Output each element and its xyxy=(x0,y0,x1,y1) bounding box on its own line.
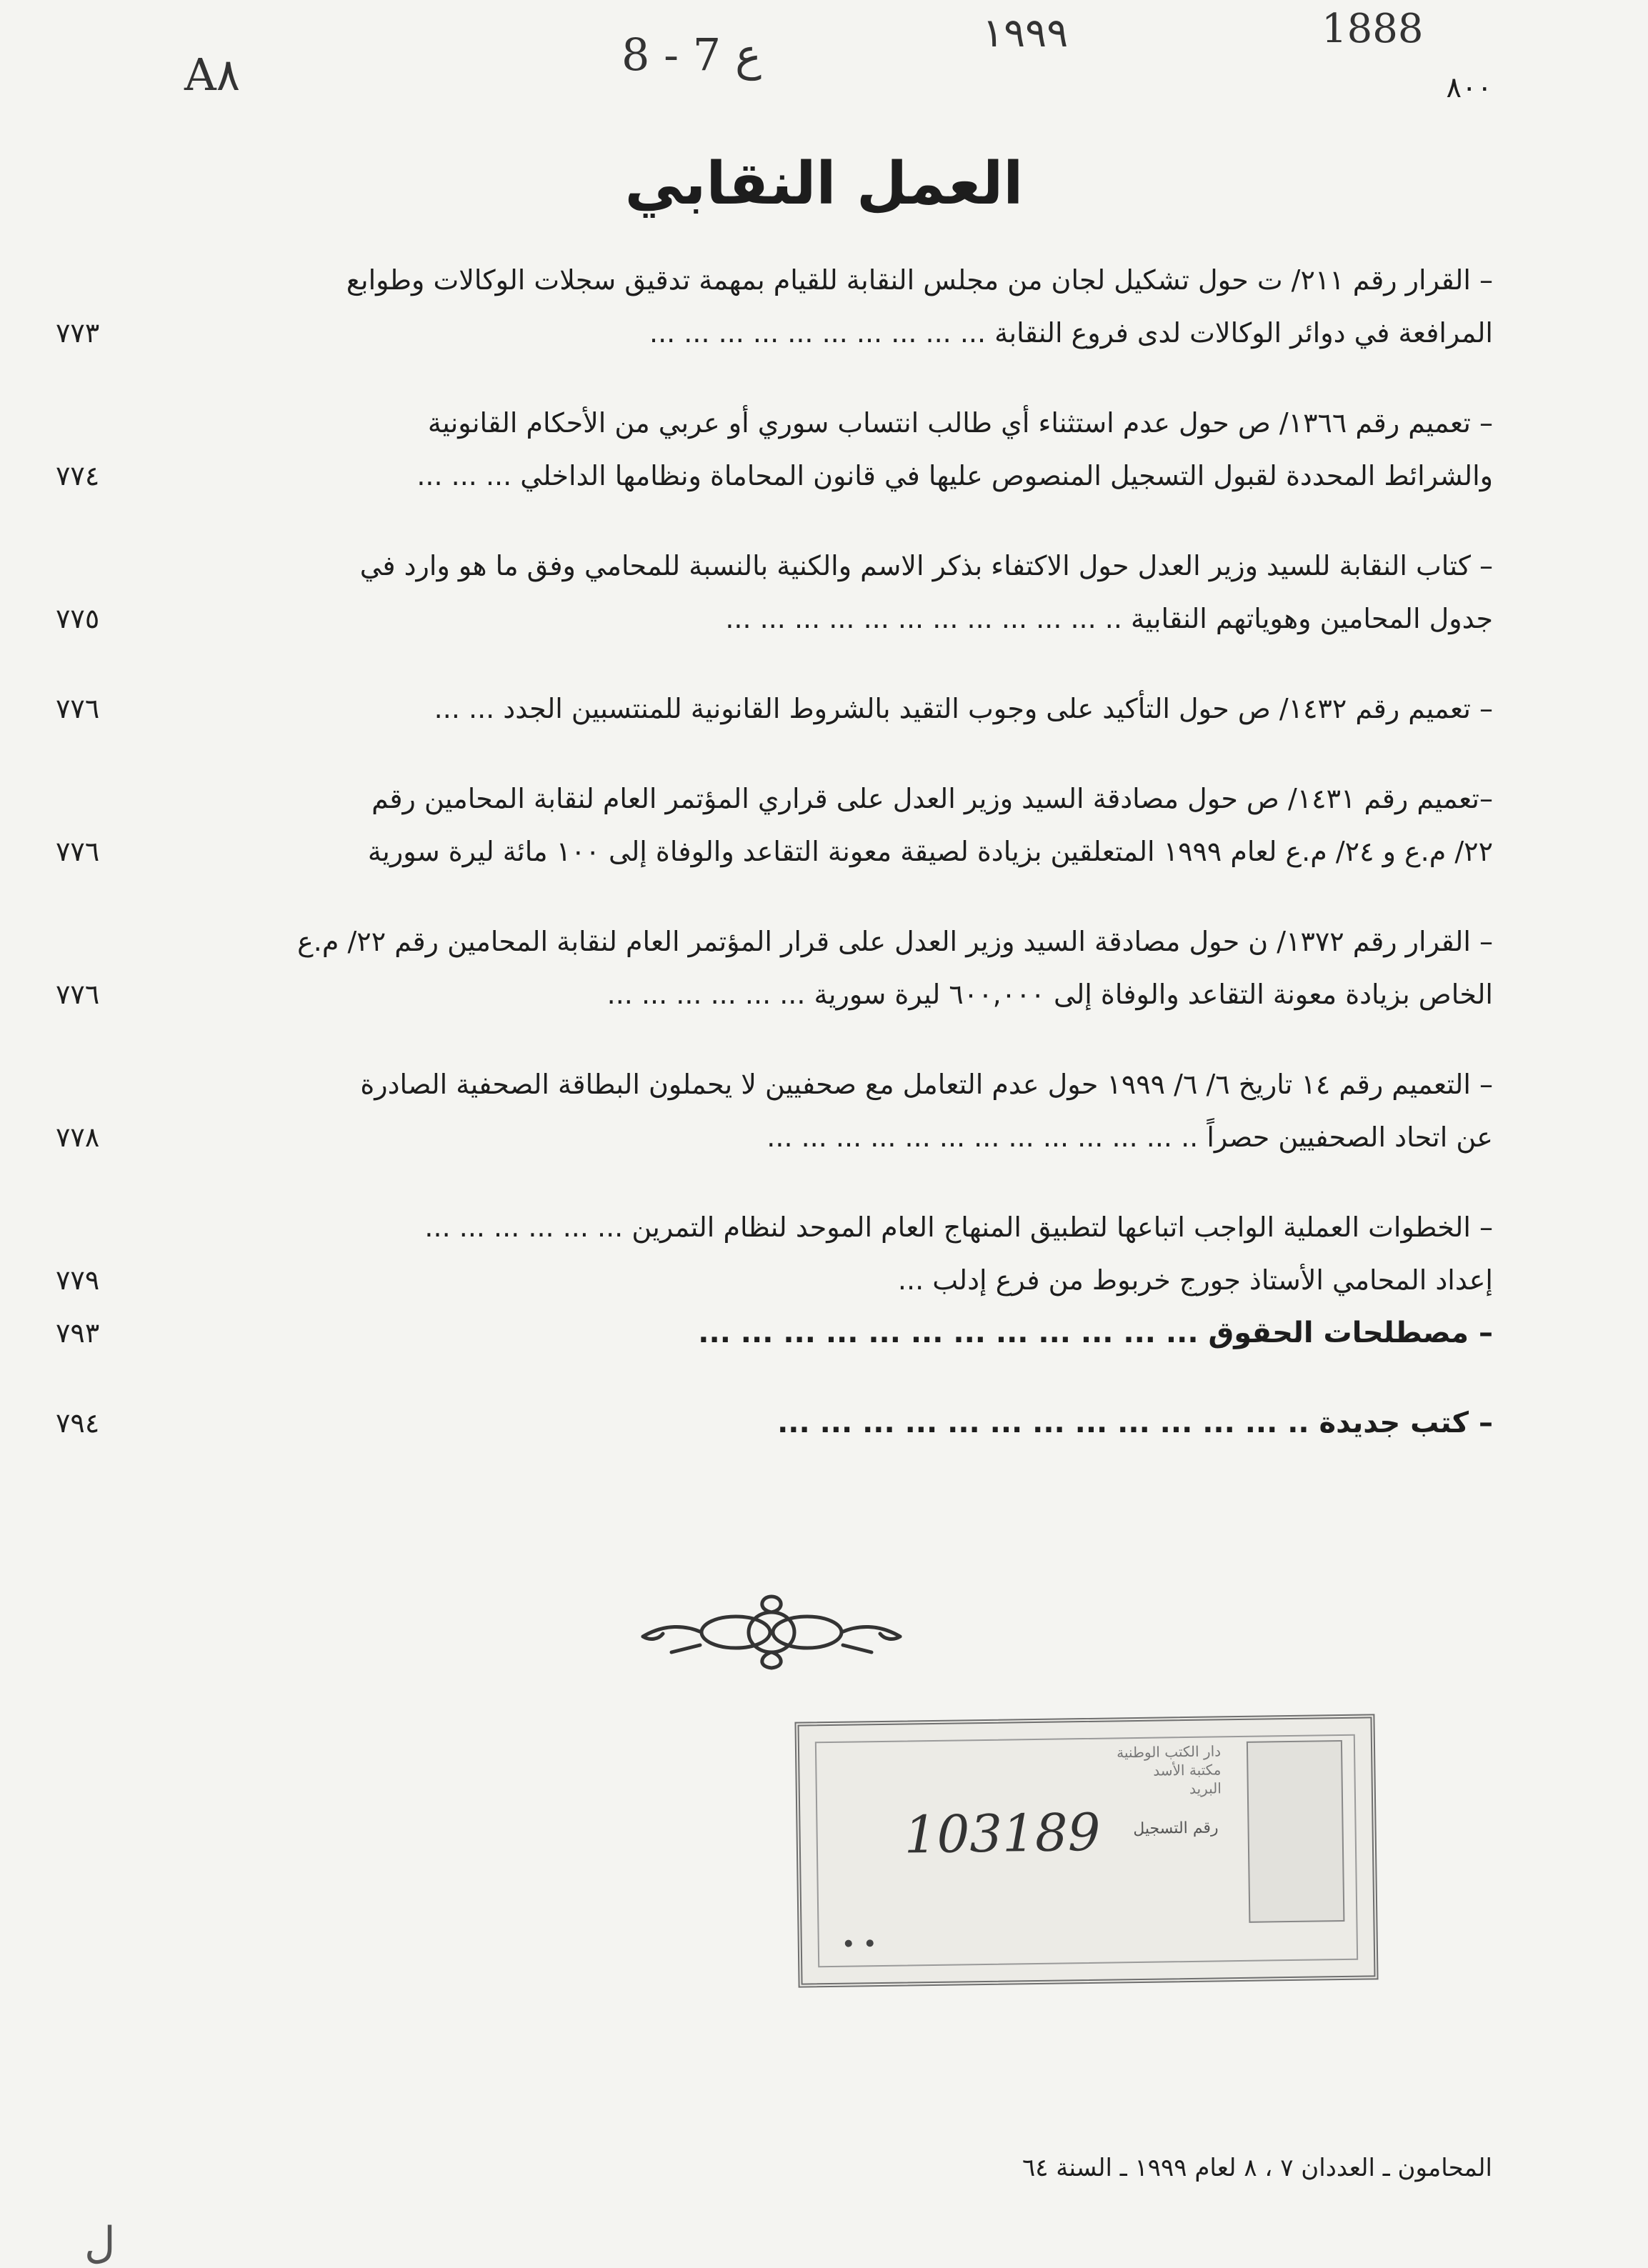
toc-entry-text xyxy=(43,772,1493,878)
table-of-contents xyxy=(43,254,1493,1487)
handwritten-note-ak: A٨ xyxy=(184,49,241,101)
stamp-box xyxy=(1247,1740,1345,1923)
toc-page-number: ٧٧٣ xyxy=(56,317,100,349)
toc-entry xyxy=(43,915,1493,1021)
toc-entry xyxy=(43,539,1493,645)
toc-entry-text xyxy=(43,396,1493,502)
toc-entry-text xyxy=(43,1307,1493,1359)
toc-page-number: ٧٧٥ xyxy=(56,603,100,634)
stamp-text-line: البريد xyxy=(1189,1779,1222,1797)
toc-entry-line: – تعميم رقم ١٤٣٢/ ص حول التأكيد على وجوب التقيد بالشروط القانونية للمنتسبين الجدد ... ... xyxy=(434,693,1493,724)
stamp-text xyxy=(892,1742,1222,1802)
toc-entry-text xyxy=(43,539,1493,645)
stamp-dot xyxy=(845,1940,852,1947)
toc-entry-line: المرافعة في دوائر الوكالات لدى فروع النقابة ... ... ... ... ... ... ... ... ... ... xyxy=(649,317,1493,349)
toc-page-number: ٧٩٤ xyxy=(56,1407,100,1439)
toc-entry-line: عن اتحاد الصحفيين حصراً .. ... ... ... ... ... ... ... ... ... ... ... ... xyxy=(766,1121,1493,1153)
toc-entry-line: ٢٢/ م.ع و ٢٤/ م.ع لعام ١٩٩٩ المتعلقين بزيادة لصيقة معونة التقاعد والوفاة إلى ١٠٠ مائة ليرة سورية xyxy=(367,836,1493,867)
toc-entry xyxy=(43,254,1493,359)
toc-entry-line: – الخطوات العملية الواجب اتباعها لتطبيق المنهاج العام الموحد لنظام التمرين ... ... ... ... ... ... xyxy=(424,1212,1493,1243)
page-footer: المحامون ـ العددان ٧ ، ٨ لعام ١٩٩٩ ـ السنة ٦٤ xyxy=(1022,2154,1492,2182)
toc-entry-line: – القرار رقم ٢١١/ ت حول تشكيل لجان من مجلس النقابة للقيام بمهمة تدقيق سجلات الوكالات وطوابع xyxy=(346,264,1493,296)
toc-page-number: ٧٧٤ xyxy=(56,460,100,491)
stamp-text-line: دار الكتب الوطنية xyxy=(1117,1742,1222,1762)
toc-entry-text xyxy=(43,1201,1493,1307)
toc-entry-line: – كتب جديدة .. ... ... ... ... ... ... ... ... ... ... ... ... xyxy=(777,1407,1493,1439)
toc-entry xyxy=(43,1201,1493,1307)
margin-mark: ل xyxy=(84,2218,116,2268)
toc-entry xyxy=(43,682,1493,735)
toc-entry xyxy=(43,772,1493,878)
toc-entry-line: – كتاب النقابة للسيد وزير العدل حول الاكتفاء بذكر الاسم والكنية بالنسبة للمحامي وفق ما هو وارد في xyxy=(359,550,1493,581)
toc-entry-text xyxy=(43,682,1493,735)
toc-entry-line: – تعميم رقم ١٣٦٦/ ص حول عدم استثناء أي طالب انتساب سوري أو عربي من الأحكام القانونية xyxy=(427,407,1493,439)
stamp-text-line: مكتبة الأسد xyxy=(1153,1761,1222,1779)
toc-entry-line: الخاص بزيادة معونة التقاعد والوفاة إلى ٦٠٠,٠٠٠ ليرة سورية ... ... ... ... ... ... xyxy=(606,979,1493,1010)
toc-entry xyxy=(43,1307,1493,1359)
toc-page-number: ٧٧٦ xyxy=(56,979,100,1010)
handwritten-issue-note: 8 - 7 ع xyxy=(621,29,761,81)
toc-entry-line: والشرائط المحددة لقبول التسجيل المنصوص عليها في قانون المحاماة ونظامها الداخلي ... ... ... xyxy=(416,460,1493,491)
toc-entry-line: – مصطلحات الحقوق ... ... ... ... ... ... ... ... ... ... ... ... xyxy=(698,1317,1493,1349)
toc-entry-text xyxy=(43,1397,1493,1449)
toc-entry xyxy=(43,1058,1493,1164)
toc-entry-text xyxy=(43,254,1493,359)
toc-page-number: ٧٩٣ xyxy=(56,1317,100,1349)
library-stamp xyxy=(794,1714,1378,1987)
page-title: العمل النقابي xyxy=(624,150,1024,218)
stamp-label: رقم التسجيل xyxy=(1133,1819,1219,1839)
toc-page-number: ٧٧٦ xyxy=(56,693,100,724)
toc-page-number: ٧٧٩ xyxy=(56,1264,100,1296)
toc-entry-line: – القرار رقم ١٣٧٢/ ن حول مصادقة السيد وزير العدل على قرار المؤتمر العام لنقابة المحامين رقم ٢٢/ م.ع xyxy=(297,926,1493,957)
ornament-icon xyxy=(629,1589,914,1675)
toc-entry-line: –تعميم رقم ١٤٣١/ ص حول مصادقة السيد وزير العدل على قراري المؤتمر العام لنقابة المحامين رقم xyxy=(371,783,1493,814)
toc-entry xyxy=(43,396,1493,502)
toc-entry-text xyxy=(43,1058,1493,1164)
toc-entry-line: إعداد المحامي الأستاذ جورج خربوط من فرع إدلب ... xyxy=(897,1264,1493,1296)
toc-entry xyxy=(43,1397,1493,1449)
toc-entry-line: جدول المحامين وهوياتهم النقابية .. ... ... ... ... ... ... ... ... ... ... ... xyxy=(725,603,1493,634)
handwritten-code-note: 1888 xyxy=(1322,6,1424,52)
page-number: ٨٠٠ xyxy=(1446,71,1492,104)
toc-entry-line: – التعميم رقم ١٤ تاريخ ٦/ ٦/ ١٩٩٩ حول عدم التعامل مع صحفيين لا يحملون البطاقة الصحفية الصادرة xyxy=(360,1069,1493,1100)
stamp-dot xyxy=(867,1939,874,1947)
toc-entry-text xyxy=(43,915,1493,1021)
toc-page-number: ٧٧٦ xyxy=(56,836,100,867)
toc-page-number: ٧٧٨ xyxy=(56,1121,100,1153)
stamp-registration-number: 103189 xyxy=(904,1802,1102,1865)
handwritten-year-note: ١٩٩٩ xyxy=(982,10,1069,56)
